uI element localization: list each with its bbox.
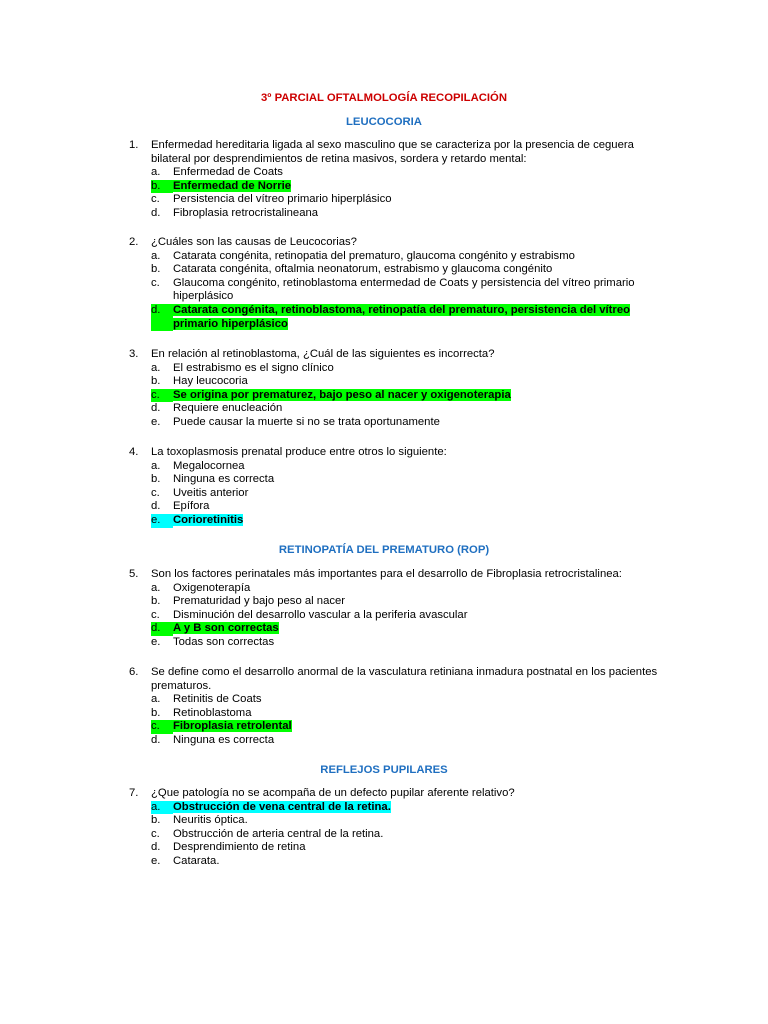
question-row [129,139,669,221]
question-body [151,446,669,528]
option-letter: c. [151,827,160,840]
option-text: Hay leucocoria [173,375,248,388]
answer-option-highlighted [151,801,669,815]
option-text: El estrabismo es el signo clínico [173,361,334,374]
option-letter: a. [151,459,161,472]
answer-option [151,828,669,842]
option-list [151,250,669,332]
option-letter: d. [151,841,161,854]
option-letter: c. [151,193,160,206]
question-5 [129,568,669,650]
question-text: La toxoplasmosis prenatal produce entre otros lo siguiente: [151,446,447,458]
option-text-wrap [173,734,669,748]
option-letter: c. [151,389,173,403]
option-list [151,460,669,528]
option-letter: e. [151,514,173,528]
option-text: Persistencia del vítreo primario hiperplásico [173,193,392,206]
option-text-wrap [173,180,669,194]
option-letter: d. [151,733,161,746]
option-text-wrap [173,828,669,842]
question-4 [129,446,669,528]
option-list [151,166,669,220]
option-text: Neuritis óptica. [173,814,248,827]
option-text-wrap [173,841,669,855]
answer-option [151,362,669,376]
option-text: Enfermedad de Norrie [173,179,292,192]
option-text: Retinitis de Coats [173,693,262,706]
answer-option [151,487,669,501]
answer-option [151,263,669,277]
option-text: Retinoblastoma [173,706,252,719]
option-list [151,693,669,747]
option-text-wrap [173,277,669,304]
question-2 [129,236,669,331]
answer-option [151,636,669,650]
question-number: 7. [129,787,139,799]
option-text-wrap [173,389,669,403]
option-text: Ninguna es correcta [173,473,275,486]
option-text-wrap [173,720,669,734]
option-text: Catarata congénita, oftalmia neonatorum, estrabismo y glaucoma congénito [173,263,553,276]
option-letter: a. [151,693,161,706]
answer-option [151,473,669,487]
question-3 [129,348,669,430]
option-letter: c. [151,608,160,621]
option-text-wrap [173,487,669,501]
answer-option-highlighted [151,720,669,734]
question-6 [129,666,669,748]
option-list [151,582,669,650]
question-row [129,666,669,748]
option-list [151,801,669,869]
answer-option [151,855,669,869]
question-body [151,666,669,748]
option-letter: d. [151,304,173,331]
option-text: Fibroplasia retrolental [173,720,292,733]
option-text: Catarata. [173,854,220,867]
question-text: Se define como el desarrollo anormal de la vasculatura retiniana inmadura postnatal en los pacientes prematuros. [151,666,658,692]
answer-option [151,582,669,596]
option-letter: b. [151,375,161,388]
question-row [129,787,669,869]
option-letter: b. [151,595,161,608]
option-text: Desprendimiento de retina [173,841,306,854]
option-text-wrap [173,636,669,650]
option-letter: e. [151,854,161,867]
option-text: Megalocornea [173,459,245,472]
answer-option [151,166,669,180]
document-title: 3º PARCIAL OFTALMOLOGÍA RECOPILACIÓN [261,92,507,104]
option-text: A y B son correctas [173,622,279,635]
option-text-wrap [173,250,669,264]
answer-option [151,250,669,264]
answer-option [151,734,669,748]
option-text: Glaucoma congénito, retinoblastoma entermedad de Coats y persistencia del vítreo primario hiperplásico [173,276,635,303]
option-text-wrap [173,460,669,474]
option-letter: b. [151,706,161,719]
question-body [151,139,669,221]
question-7 [129,787,669,869]
option-letter: e. [151,635,161,648]
question-row [129,236,669,331]
answer-option-highlighted [151,304,669,331]
option-text-wrap [173,402,669,416]
option-letter: b. [151,473,161,486]
question-body [151,348,669,430]
option-letter: d. [151,500,161,513]
option-letter: e. [151,415,161,428]
question-body [151,568,669,650]
answer-option [151,609,669,623]
option-text-wrap [173,595,669,609]
answer-option [151,595,669,609]
option-text-wrap [173,801,669,815]
option-text-wrap [173,304,669,331]
question-number: 5. [129,568,139,580]
option-letter: d. [151,402,161,415]
question-number: 3. [129,348,139,360]
answer-option [151,375,669,389]
option-text-wrap [173,622,669,636]
option-text-wrap [173,707,669,721]
option-text: Enfermedad de Coats [173,166,283,179]
answer-option-highlighted [151,389,669,403]
option-text-wrap [173,362,669,376]
answer-option-highlighted [151,514,669,528]
question-row [129,348,669,430]
section-title-reflejos: REFLEJOS PUPILARES [320,764,448,776]
option-text: Oxigenoterapía [173,581,251,594]
option-text: Se origina por prematurez, bajo peso al nacer y oxigenoterapia [173,388,511,401]
answer-option [151,460,669,474]
option-text: Todas son correctas [173,635,275,648]
question-body [151,236,669,331]
option-letter: b. [151,180,173,194]
option-letter: b. [151,263,161,276]
option-text: Ninguna es correcta [173,733,275,746]
question-text: Son los factores perinatales más importantes para el desarrollo de Fibroplasia retrocristalinea: [151,568,622,580]
option-list [151,362,669,430]
option-text-wrap [173,814,669,828]
question-1 [129,139,669,221]
option-text: Obstrucción de vena central de la retina. [173,800,391,813]
answer-option [151,841,669,855]
option-letter: c. [151,486,160,499]
option-text: Uveitis anterior [173,486,249,499]
option-letter: d. [151,206,161,219]
question-text: En relación al retinoblastoma, ¿Cuál de las siguientes es incorrecta? [151,348,495,360]
question-number: 2. [129,236,139,248]
answer-option [151,193,669,207]
option-text: Disminución del desarrollo vascular a la periferia avascular [173,608,468,621]
answer-option [151,814,669,828]
option-letter: a. [151,166,161,179]
question-number: 6. [129,666,139,678]
option-text-wrap [173,582,669,596]
answer-option-highlighted [151,180,669,194]
answer-option-highlighted [151,622,669,636]
option-letter: a. [151,249,161,262]
option-letter: c. [151,720,173,734]
option-text-wrap [173,855,669,869]
option-text-wrap [173,693,669,707]
option-text: Puede causar la muerte si no se trata oportunamente [173,415,440,428]
option-text: Catarata congénita, retinopatia del prematuro, glaucoma congénito y estrabismo [173,249,575,262]
question-number: 1. [129,139,139,151]
question-body [151,787,669,869]
option-letter: c. [151,276,160,289]
option-text: Epífora [173,500,210,513]
option-text: Prematuridad y bajo peso al nacer [173,595,346,608]
question-number: 4. [129,446,139,458]
answer-option [151,277,669,304]
answer-option [151,402,669,416]
option-letter: d. [151,622,173,636]
option-text: Corioretinitis [173,513,244,526]
option-letter: b. [151,814,161,827]
option-text-wrap [173,609,669,623]
option-text: Catarata congénita, retinoblastoma, retinopatía del prematuro, persistencia del vítreo primario hiperplásico [173,303,631,330]
answer-option [151,707,669,721]
answer-option [151,207,669,221]
question-text: ¿Que patología no se acompaña de un defecto pupilar aferente relativo? [151,787,515,799]
option-text-wrap [173,375,669,389]
option-text-wrap [173,207,669,221]
question-text: ¿Cuáles son las causas de Leucocorias? [151,236,357,248]
option-text-wrap [173,473,669,487]
option-text: Obstrucción de arteria central de la retina. [173,827,384,840]
option-text: Fibroplasia retrocristalineana [173,206,319,219]
option-text-wrap [173,500,669,514]
section-title-rop: RETINOPATÍA DEL PREMATURO (ROP) [278,544,490,556]
section-title-leucocoria: LEUCOCORIA [346,116,422,128]
option-text-wrap [173,193,669,207]
option-text-wrap [173,166,669,180]
question-row [129,568,669,650]
answer-option [151,693,669,707]
question-text: Enfermedad hereditaria ligada al sexo masculino que se caracteriza por la presencia de ceguera bilateral por desprendimientos de retina masivos, sordera y retardo mental: [151,139,634,165]
option-letter: a. [151,361,161,374]
answer-option [151,416,669,430]
option-text-wrap [173,263,669,277]
option-letter: a. [151,801,173,815]
option-letter: a. [151,581,161,594]
option-text: Requiere enucleación [173,402,283,415]
answer-option [151,500,669,514]
question-row [129,446,669,528]
option-text-wrap [173,416,669,430]
option-text-wrap [173,514,669,528]
